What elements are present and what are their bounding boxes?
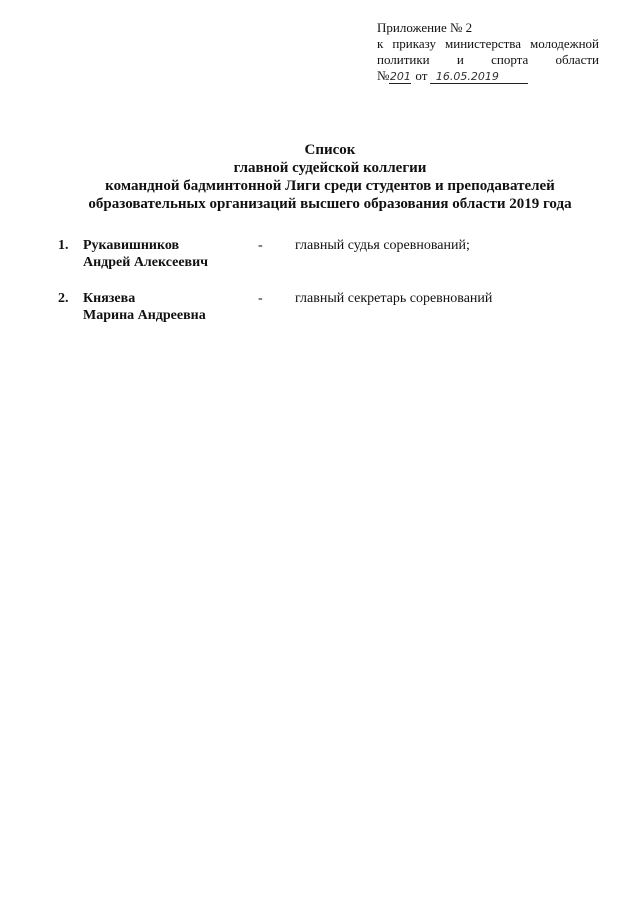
item-number: 1.	[58, 238, 69, 253]
person-surname: Рукавишников	[83, 238, 180, 253]
appendix-block	[377, 20, 599, 84]
referee-list	[58, 237, 618, 343]
appendix-order-text-line2: политики и спорта области	[377, 52, 599, 67]
item-number: 2.	[58, 291, 69, 306]
document-heading	[40, 141, 620, 213]
separator-dash: -	[258, 291, 263, 306]
appendix-title: Приложение № 2	[377, 20, 473, 35]
person-given-names: Марина Андреевна	[83, 308, 206, 323]
person-name	[83, 290, 206, 324]
list-item	[58, 290, 618, 343]
person-role: главный секретарь соревнований	[295, 291, 493, 306]
order-date-underline-tail	[504, 71, 528, 84]
person-given-names: Андрей Алексеевич	[83, 255, 209, 270]
heading-line-1: Список	[304, 142, 356, 158]
person-name	[83, 237, 208, 271]
heading-line-3: командной бадминтонной Лиги среди студентов и преподавателей	[105, 178, 555, 194]
heading-line-2: главной судейской коллегии	[233, 160, 427, 176]
person-surname: Князева	[83, 291, 136, 306]
appendix-order-reference	[377, 68, 599, 84]
order-from-word: от	[415, 68, 428, 83]
person-role: главный судья соревнований;	[295, 238, 470, 253]
heading-line-4: образовательных организаций высшего образования области 2019 года	[88, 196, 572, 212]
order-date-handwritten: 16.05.2019	[430, 70, 504, 84]
separator-dash: -	[258, 238, 263, 253]
appendix-order-text-line1: к приказу министерства молодежной	[377, 36, 599, 51]
list-item	[58, 237, 618, 290]
order-number-prefix: №	[377, 68, 390, 83]
order-number-handwritten: 201	[389, 70, 411, 83]
